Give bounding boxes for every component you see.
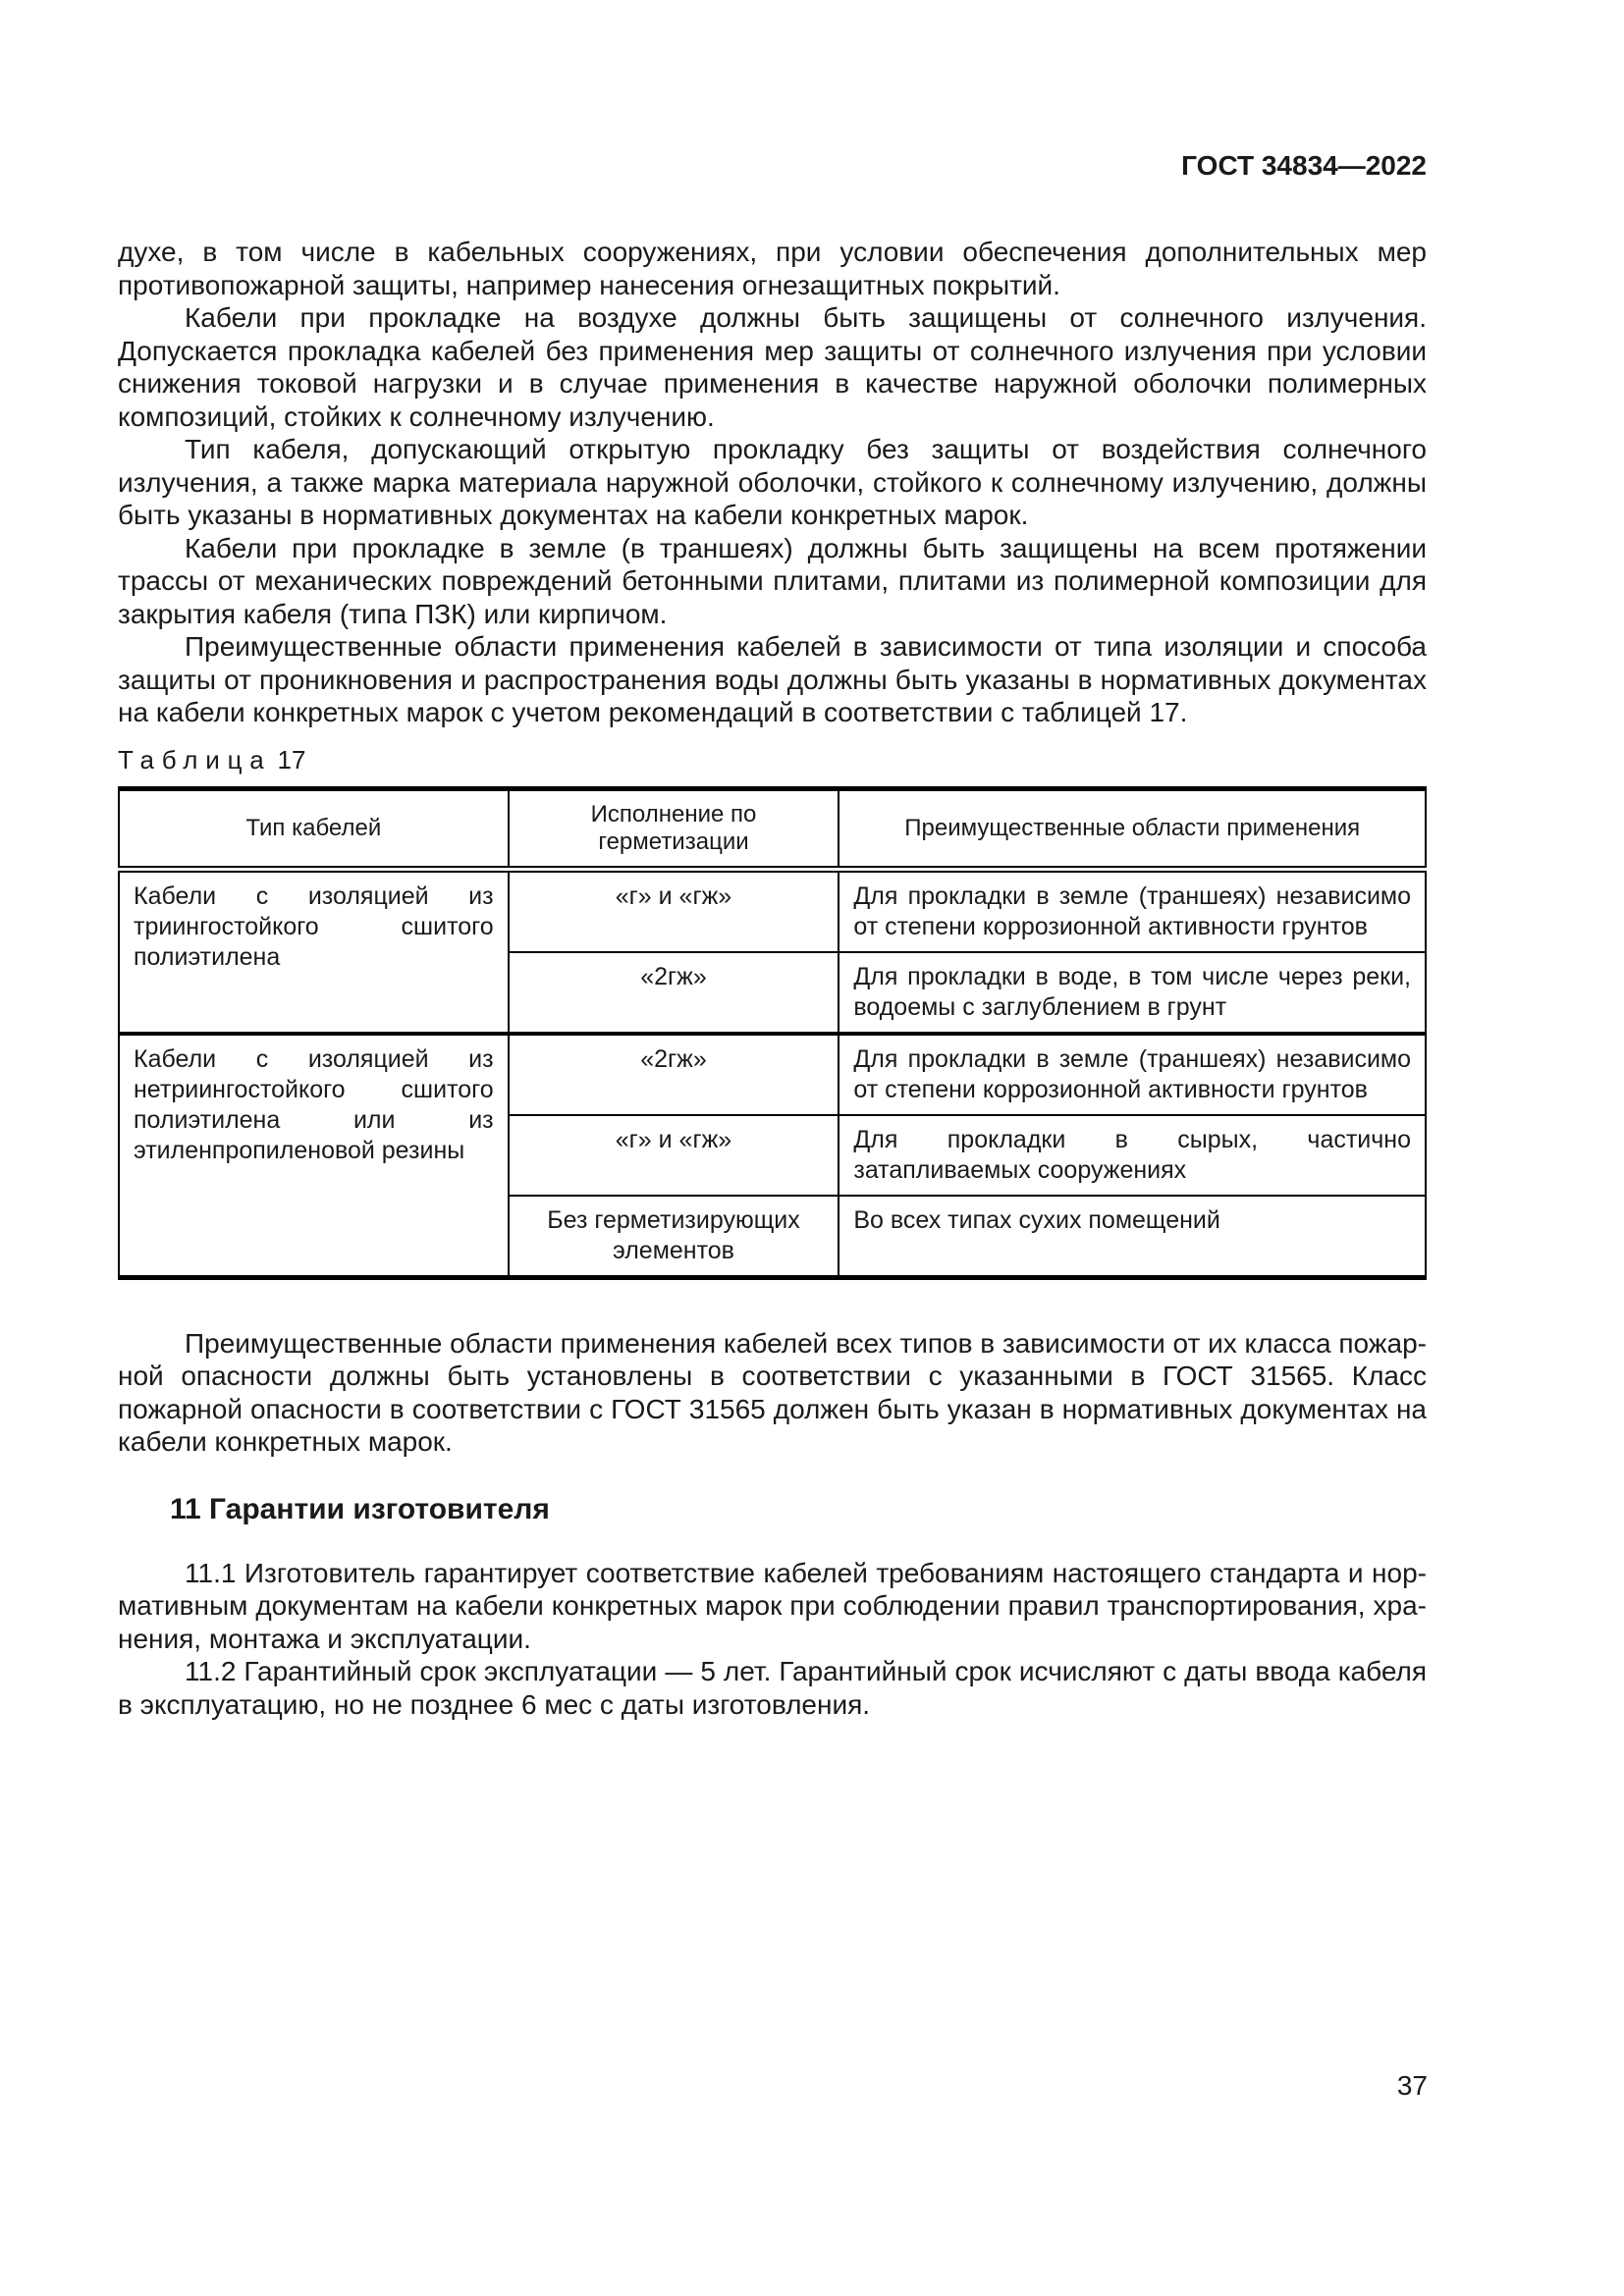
table-caption [118,745,1427,774]
cell-application: Для прокладки в земле (траншеях) независимо от степени коррозионной активности грунтов [839,869,1426,952]
table-caption-word: Таблица [118,744,272,774]
paragraph: Преимущественные области применения кабелей в зависимости от типа изоляции и способа защиты от проникновения и распространения воды должны быть указаны в нормативных документах на кабели конкретных марок с учетом рекомендаций в соответствии с таблицей 17. [118,631,1427,727]
table-header-row [119,788,1426,869]
page-content [118,150,1427,1721]
section-heading: 11 Гарантии изготовителя [170,1492,550,1525]
cell-application: Для прокладки в воде, в том числе через реки, водоемы с заглублением в грунт [839,952,1426,1034]
table-17 [118,786,1427,1280]
paragraph: духе, в том числе в кабельных сооружениях, при условии обеспечения дополнительных мер противопожарной защиты, например нанесения огнезащитных покрытий. [118,237,1427,300]
table-row [119,1034,1426,1115]
cell-sealing: «г» и «гж» [509,869,839,952]
cell-cable-type: Кабели с изоляцией из триингостойкого сшитого полиэтилена [119,869,509,1034]
paragraph: 11.1 Изготовитель гарантирует соответствие кабелей требованиям настоящего стандарта и нормативным документам на кабели конкретных марок при соблюдении правил транспортирования, хранения, монтажа и эксплуатации. [118,1557,1427,1654]
paragraph: Кабели при прокладке в земле (в траншеях) должны быть защищены на всем протяжении трассы от механических повреждений бетонными плитами, плитами из полимерной композиции для закрытия кабеля (типа ПЗК) или кирпичом. [118,532,1427,629]
cell-sealing: «2гж» [509,952,839,1034]
paragraph: Кабели при прокладке на воздухе должны быть защищены от солнечного излучения. Допускается прокладка кабелей без применения мер защиты от солнечного излучения при условии снижения токовой нагрузки и в случае применения в качестве наружной оболочки полимерных композиций, стойких к солнечному излучению. [118,302,1427,432]
table-caption-number: 17 [277,744,306,774]
cell-application: Для прокладки в земле (траншеях) независимо от степени коррозионной активности грунтов [839,1034,1426,1115]
table-row [119,869,1426,952]
cell-application: Для прокладки в сырых, частично затапливаемых сооружениях [839,1115,1426,1196]
document-title: ГОСТ 34834—2022 [1181,150,1427,181]
cell-cable-type: Кабели с изоляцией из нетриингостойкого сшитого полиэтилена или из этиленпропиленовой резины [119,1034,509,1278]
page-number: 37 [1396,2070,1428,2101]
cell-sealing: Без герметизирующих элементов [509,1196,839,1278]
col-header-cable-type: Тип кабелей [119,788,509,869]
col-header-sealing: Исполнение по герметизации [509,788,839,869]
cell-sealing: «2гж» [509,1034,839,1115]
paragraph: Преимущественные области применения кабелей всех типов в зависимости от их класса пожарной опасности должны быть установлены в соответствии с указанными в ГОСТ 31565. Класс пожарной опасности в соответствии с ГОСТ 31565 должен быть указан в нормативных документах на кабели конкретных марок. [118,1327,1427,1457]
col-header-application: Преимущественные области применения [839,788,1426,869]
cell-sealing: «г» и «гж» [509,1115,839,1196]
cell-application: Во всех типах сухих помещений [839,1196,1426,1278]
paragraph: 11.2 Гарантийный срок эксплуатации — 5 лет. Гарантийный срок исчисляют с даты ввода кабеля в эксплуатацию, но не позднее 6 мес с даты изготовления. [118,1656,1427,1720]
paragraph: Тип кабеля, допускающий открытую прокладку без защиты от воздействия солнечного излучения, а также марка материала наружной оболочки, стойкого к солнечному излучению, должны быть указаны в нормативных документах на кабели конкретных марок. [118,434,1427,530]
